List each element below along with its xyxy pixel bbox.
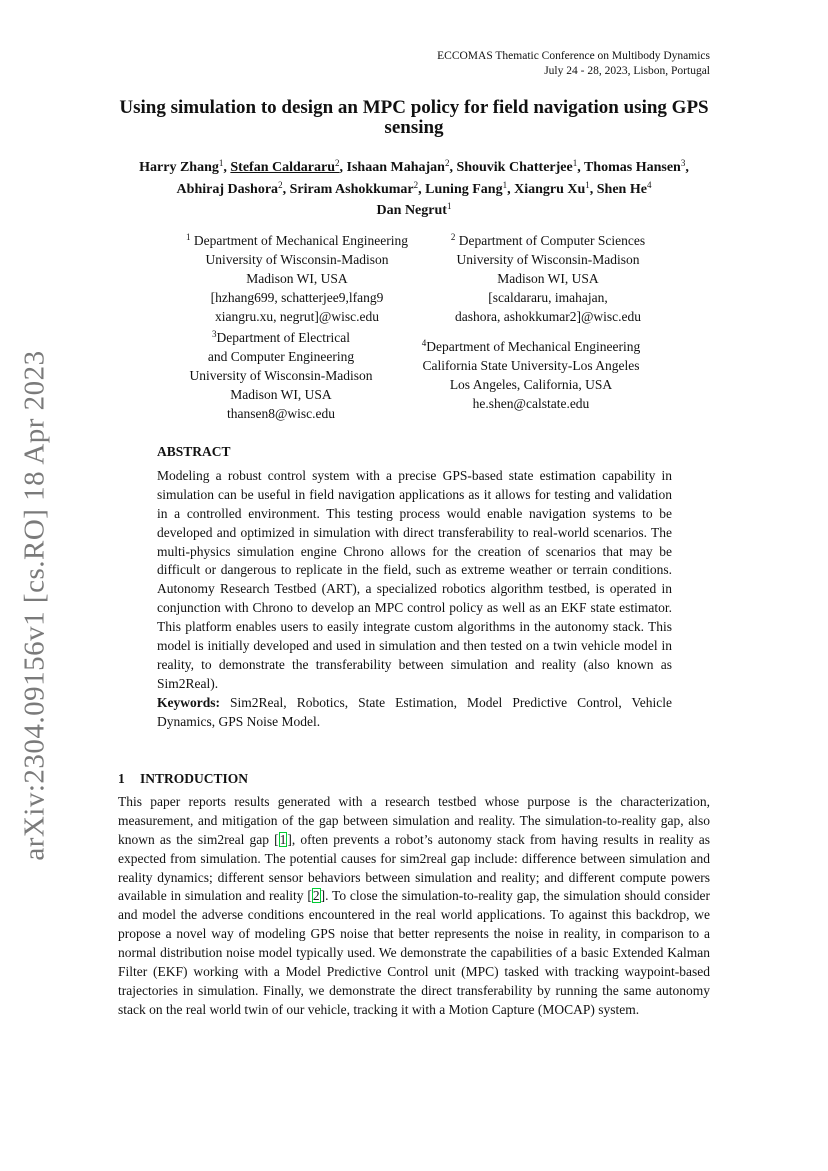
paper-title: Using simulation to design an MPC policy for field navigation using GPS sensing [119, 97, 709, 138]
author: Thomas Hansen$^3$ [583, 158, 686, 175]
abstract-body: Modeling a robust control system with a precise GPS-based state estimation capability in simulation can be useful in field navigation applications as it allows for testing and validation in a controlled environment. This testing process would enable navigation systems to be developed and optimized in simulation with direct transferability to real-world scenarios. The multi-physics simulation engine Chrono allows for the creation of scenarios that may be difficult or dangerous to replicate in the field, such as extreme weather or terrain conditions. Autonomy Research Testbed (ART), a specialized robotics algorithm testbed, is operated in conjunction with Chrono to develop an MPC control policy as well as an EKF state estimator. This platform enables users to easily integrate custom algorithms in the autonomy stack. This model is initially developed and used in simulation and then tested on a twin vehicle model in reality, to demonstrate the transferability between simulation and reality (also known as Sim2Real). [157, 467, 672, 691]
affiliation-3: $^3$Department of Electrical and Computer Engineering University of Wisconsin-Madison Madison WI, USA thansen8@wisc.edu [189, 329, 373, 421]
author: Xiangru Xu$^1$ [514, 179, 590, 197]
citation-link-1[interactable]: 1 [279, 831, 287, 847]
author: Shen He$^4$ [596, 179, 652, 197]
conference-header [437, 49, 710, 79]
author: Shouvik Chatterjee$^1$ [456, 158, 578, 175]
abstract-section [157, 443, 672, 732]
section-title: INTRODUCTION [140, 771, 249, 786]
introduction-paragraph: This paper reports results generated with a research testbed whose purpose is the characterization, measurement, and mitigation of the gap between simulation and reality. The simulation-to-reality gap, also known as the sim2real gap [1], often prevents a robot’s autonomy stack from having results in reality as expected from simulation. The potential causes for sim2real gap include: difference between simulation and reality dynamics; different sensor behaviors between simulation and reality; and different compute powers available in simulation and reality [2]. To close the simulation-to-reality gap, the simulation should consider and model the adverse conditions encountered in the real world applications. To against this backdrop, we propose a novel way of modeling GPS noise that better represents the noise in reality, in comparison to a normal distribution noise model typically used. We demonstrate the capabilities of a basic Extended Kalman Filter (EKF) working with a Model Predictive Control unit (MPC) tasked with tracking waypoint-based trajectories in simulation. Finally, we demonstrate the direct transferability by running the same autonomy stack on the real world twin of our vehicle, tracking it with a Motion Capture (MOCAP) system. [118, 793, 710, 1017]
affiliations [118, 231, 710, 425]
affiliation-4: $^4$Department of Mechanical Engineering California State University-Los Angeles Los Angeles, California, USA he.shen@calstate.edu [421, 338, 641, 411]
arxiv-identifier-text: arXiv:2304.09156v1 [cs.RO] 18 Apr 2023 [18, 349, 51, 861]
keywords [157, 694, 672, 732]
author: Harry Zhang$^1$ [139, 158, 224, 175]
author: Stefan Caldararu$^2$ [230, 158, 340, 175]
section-heading [118, 770, 710, 789]
author: Ishaan Mahajan$^2$ [346, 158, 450, 175]
section-number: 1 [118, 771, 125, 786]
keywords-label: Keywords: [157, 694, 220, 710]
citation-link-2[interactable]: 2 [312, 888, 320, 904]
introduction-section [118, 770, 710, 1020]
affiliation-1: $^1$ Department of Mechanical Engineering University of Wisconsin-Madison Madison WI, USA [hzhang699, schatterjee9,lfang9 xiangru.xu, negrut]@wisc.edu [186, 232, 408, 324]
author-list: Harry Zhang$^1$, Stefan Caldararu$^2$, Ishaan Mahajan$^2$, Shouvik Chatterjee$^1$, Thomas Hansen$^3$, Abhiraj Dashora$^2$, Sriram Ashokkumar$^2$, Luning Fang$^1$, Xiangru Xu$^1$, Shen He$^4$ Dan Negrut$^1$ [139, 158, 689, 218]
keywords-list: Sim2Real, Robotics, State Estimation, Model Predictive Control, Vehicle Dynamics, GPS Noise Model. [157, 694, 672, 729]
author: Dan Negrut$^1$ [376, 201, 452, 218]
conference-name: ECCOMAS Thematic Conference on Multibody Dynamics [437, 50, 710, 62]
abstract-heading: ABSTRACT [157, 444, 231, 459]
author: Luning Fang$^1$ [425, 179, 508, 197]
conference-dates: July 24 - 28, 2023, Lisbon, Portugal [544, 65, 710, 77]
author: Sriram Ashokkumar$^2$ [289, 179, 419, 197]
author: Abhiraj Dashora$^2$ [176, 179, 283, 197]
affiliation-2: $^2$ Department of Computer Sciences University of Wisconsin-Madison Madison WI, USA [scaldararu, imahajan, dashora, ashokkumar2]@wisc.edu [450, 232, 646, 324]
arxiv-identifier-stamp [18, 349, 51, 861]
